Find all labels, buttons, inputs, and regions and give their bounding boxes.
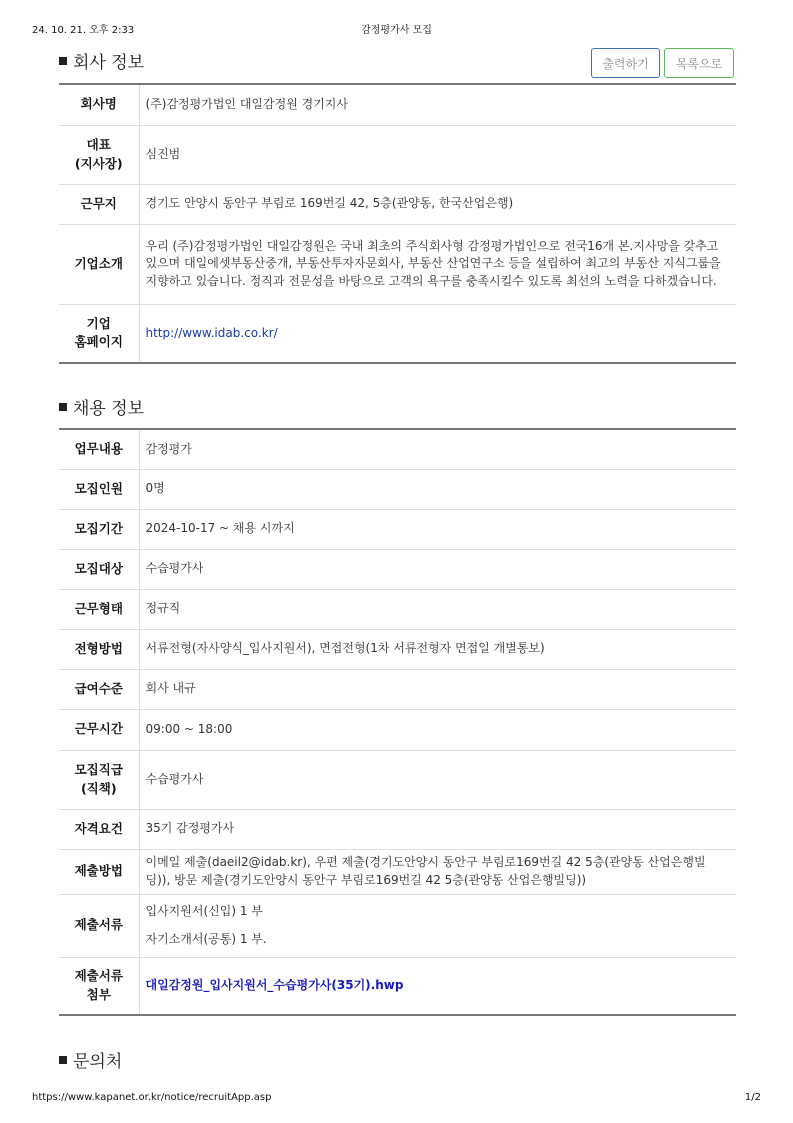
attachment-file-link[interactable]: 대일감정원_입사지원서_수습평가사(35기).hwp bbox=[145, 978, 404, 993]
contact-section-title bbox=[59, 1047, 122, 1072]
recruit-row-rank bbox=[59, 750, 736, 809]
square-bullet-icon bbox=[59, 403, 67, 411]
recruit-section-title bbox=[59, 394, 144, 419]
print-footer bbox=[32, 1092, 761, 1106]
company-row-name bbox=[59, 84, 736, 125]
company-row-intro bbox=[59, 224, 736, 304]
recruit-row-submission-method bbox=[59, 849, 736, 894]
recruit-row-headcount bbox=[59, 469, 736, 509]
company-homepage-label-text: 기업 홈페이지 bbox=[74, 315, 123, 350]
selection-value: 서류전형(자사양식_입사지원서), 면접전형(1차 서류전형자 면접일 개별통보) bbox=[139, 629, 736, 669]
documents-label: 제출서류 bbox=[59, 894, 139, 957]
document-item: 자기소개서(공통) 1 부. bbox=[145, 931, 267, 946]
company-homepage-label bbox=[59, 304, 139, 363]
recruit-info-table bbox=[59, 428, 736, 1016]
duty-label: 업무내용 bbox=[59, 429, 139, 469]
print-datetime: 24. 10. 21. 오후 2:33 bbox=[32, 25, 135, 36]
recruit-row-selection bbox=[59, 629, 736, 669]
target-label: 모집대상 bbox=[59, 549, 139, 589]
period-label: 모집기간 bbox=[59, 509, 139, 549]
qualification-value: 35기 감정평가사 bbox=[139, 809, 736, 849]
recruit-row-attachment bbox=[59, 957, 736, 1015]
print-page-number: 1/2 bbox=[744, 1092, 761, 1103]
recruit-row-documents bbox=[59, 894, 736, 957]
target-value: 수습평가사 bbox=[139, 549, 736, 589]
print-page-title: 감정평가사 모집 bbox=[361, 25, 432, 36]
duty-value: 감정평가 bbox=[139, 429, 736, 469]
company-ceo-label bbox=[59, 125, 139, 184]
company-ceo-value: 심진범 bbox=[139, 125, 736, 184]
hours-label: 근무시간 bbox=[59, 709, 139, 750]
company-homepage-value bbox=[139, 304, 736, 363]
company-info-table bbox=[59, 83, 736, 364]
contact-section-label: 문의처 bbox=[73, 1052, 123, 1072]
recruit-row-employment-type bbox=[59, 589, 736, 629]
salary-label: 급여수준 bbox=[59, 669, 139, 709]
recruit-row-salary bbox=[59, 669, 736, 709]
headcount-value: 0명 bbox=[139, 469, 736, 509]
submission-method-label: 제출방법 bbox=[59, 849, 139, 894]
company-name-label: 회사명 bbox=[59, 84, 139, 125]
recruit-section-label: 채용 정보 bbox=[73, 399, 145, 419]
recruit-row-period bbox=[59, 509, 736, 549]
headcount-label: 모집인원 bbox=[59, 469, 139, 509]
period-value: 2024-10-17 ~ 채용 시까지 bbox=[139, 509, 736, 549]
company-row-location bbox=[59, 184, 736, 224]
print-header bbox=[32, 21, 761, 35]
rank-value: 수습평가사 bbox=[139, 750, 736, 809]
square-bullet-icon bbox=[59, 1056, 67, 1064]
rank-label-text: 모집직급 (직책) bbox=[74, 761, 123, 796]
recruit-row-duty bbox=[59, 429, 736, 469]
rank-label bbox=[59, 750, 139, 809]
hours-value: 09:00 ~ 18:00 bbox=[139, 709, 736, 750]
submission-method-value: 이메일 제출(daeil2@idab.kr), 우편 제출(경기도안양시 동안구 부림로169번길 42 5층(관양동 산업은행빌딩)), 방문 제출(경기도안양시 동안구 부림로169번길 42 5층(관양동 산업은행빌딩)) bbox=[139, 849, 736, 894]
qualification-label: 자격요건 bbox=[59, 809, 139, 849]
company-intro-label: 기업소개 bbox=[59, 224, 139, 304]
print-url: https://www.kapanet.or.kr/notice/recruitApp.asp bbox=[32, 1092, 272, 1103]
attachment-label-text: 제출서류 첨부 bbox=[74, 968, 123, 1002]
square-bullet-icon bbox=[59, 57, 67, 65]
company-location-label: 근무지 bbox=[59, 184, 139, 224]
employment-type-value: 정규직 bbox=[139, 589, 736, 629]
document-item: 입사지원서(신입) 1 부 bbox=[145, 904, 263, 919]
company-section-title bbox=[59, 48, 144, 73]
selection-label: 전형방법 bbox=[59, 629, 139, 669]
recruit-row-hours bbox=[59, 709, 736, 750]
company-location-value: 경기도 안양시 동안구 부림로 169번길 42, 5층(관양동, 한국산업은행) bbox=[139, 184, 736, 224]
attachment-label bbox=[59, 957, 139, 1015]
company-row-homepage bbox=[59, 304, 736, 363]
list-button[interactable]: 목록으로 bbox=[664, 48, 734, 78]
recruit-row-target bbox=[59, 549, 736, 589]
employment-type-label: 근무형태 bbox=[59, 589, 139, 629]
company-row-ceo bbox=[59, 125, 736, 184]
company-intro-value: 우리 (주)감정평가법인 대일감정원은 국내 최초의 주식회사형 감정평가법인으로 전국16개 본.지사망을 갖추고 있으며 대일에셋부동산중개, 부동산투자자문회사, 부동산 산업연구소 등을 설립하여 최고의 부동산 지식그룹을 지향하고 있습니다. 정직과 전문성을 바탕으로 고객의 욕구를 충족시킬수 있도록 최선의 노력을 다하겠습니다. bbox=[139, 224, 736, 304]
attachment-value bbox=[139, 957, 736, 1015]
company-name-value: (주)감정평가법인 대일감정원 경기지사 bbox=[139, 84, 736, 125]
print-button[interactable]: 출력하기 bbox=[591, 48, 660, 78]
recruit-row-qualification bbox=[59, 809, 736, 849]
salary-value: 회사 내규 bbox=[139, 669, 736, 709]
documents-value bbox=[139, 894, 736, 957]
company-ceo-label-text: 대표 (지사장) bbox=[74, 136, 123, 171]
company-section-label: 회사 정보 bbox=[73, 53, 145, 73]
homepage-link[interactable]: http://www.idab.co.kr/ bbox=[145, 325, 278, 340]
